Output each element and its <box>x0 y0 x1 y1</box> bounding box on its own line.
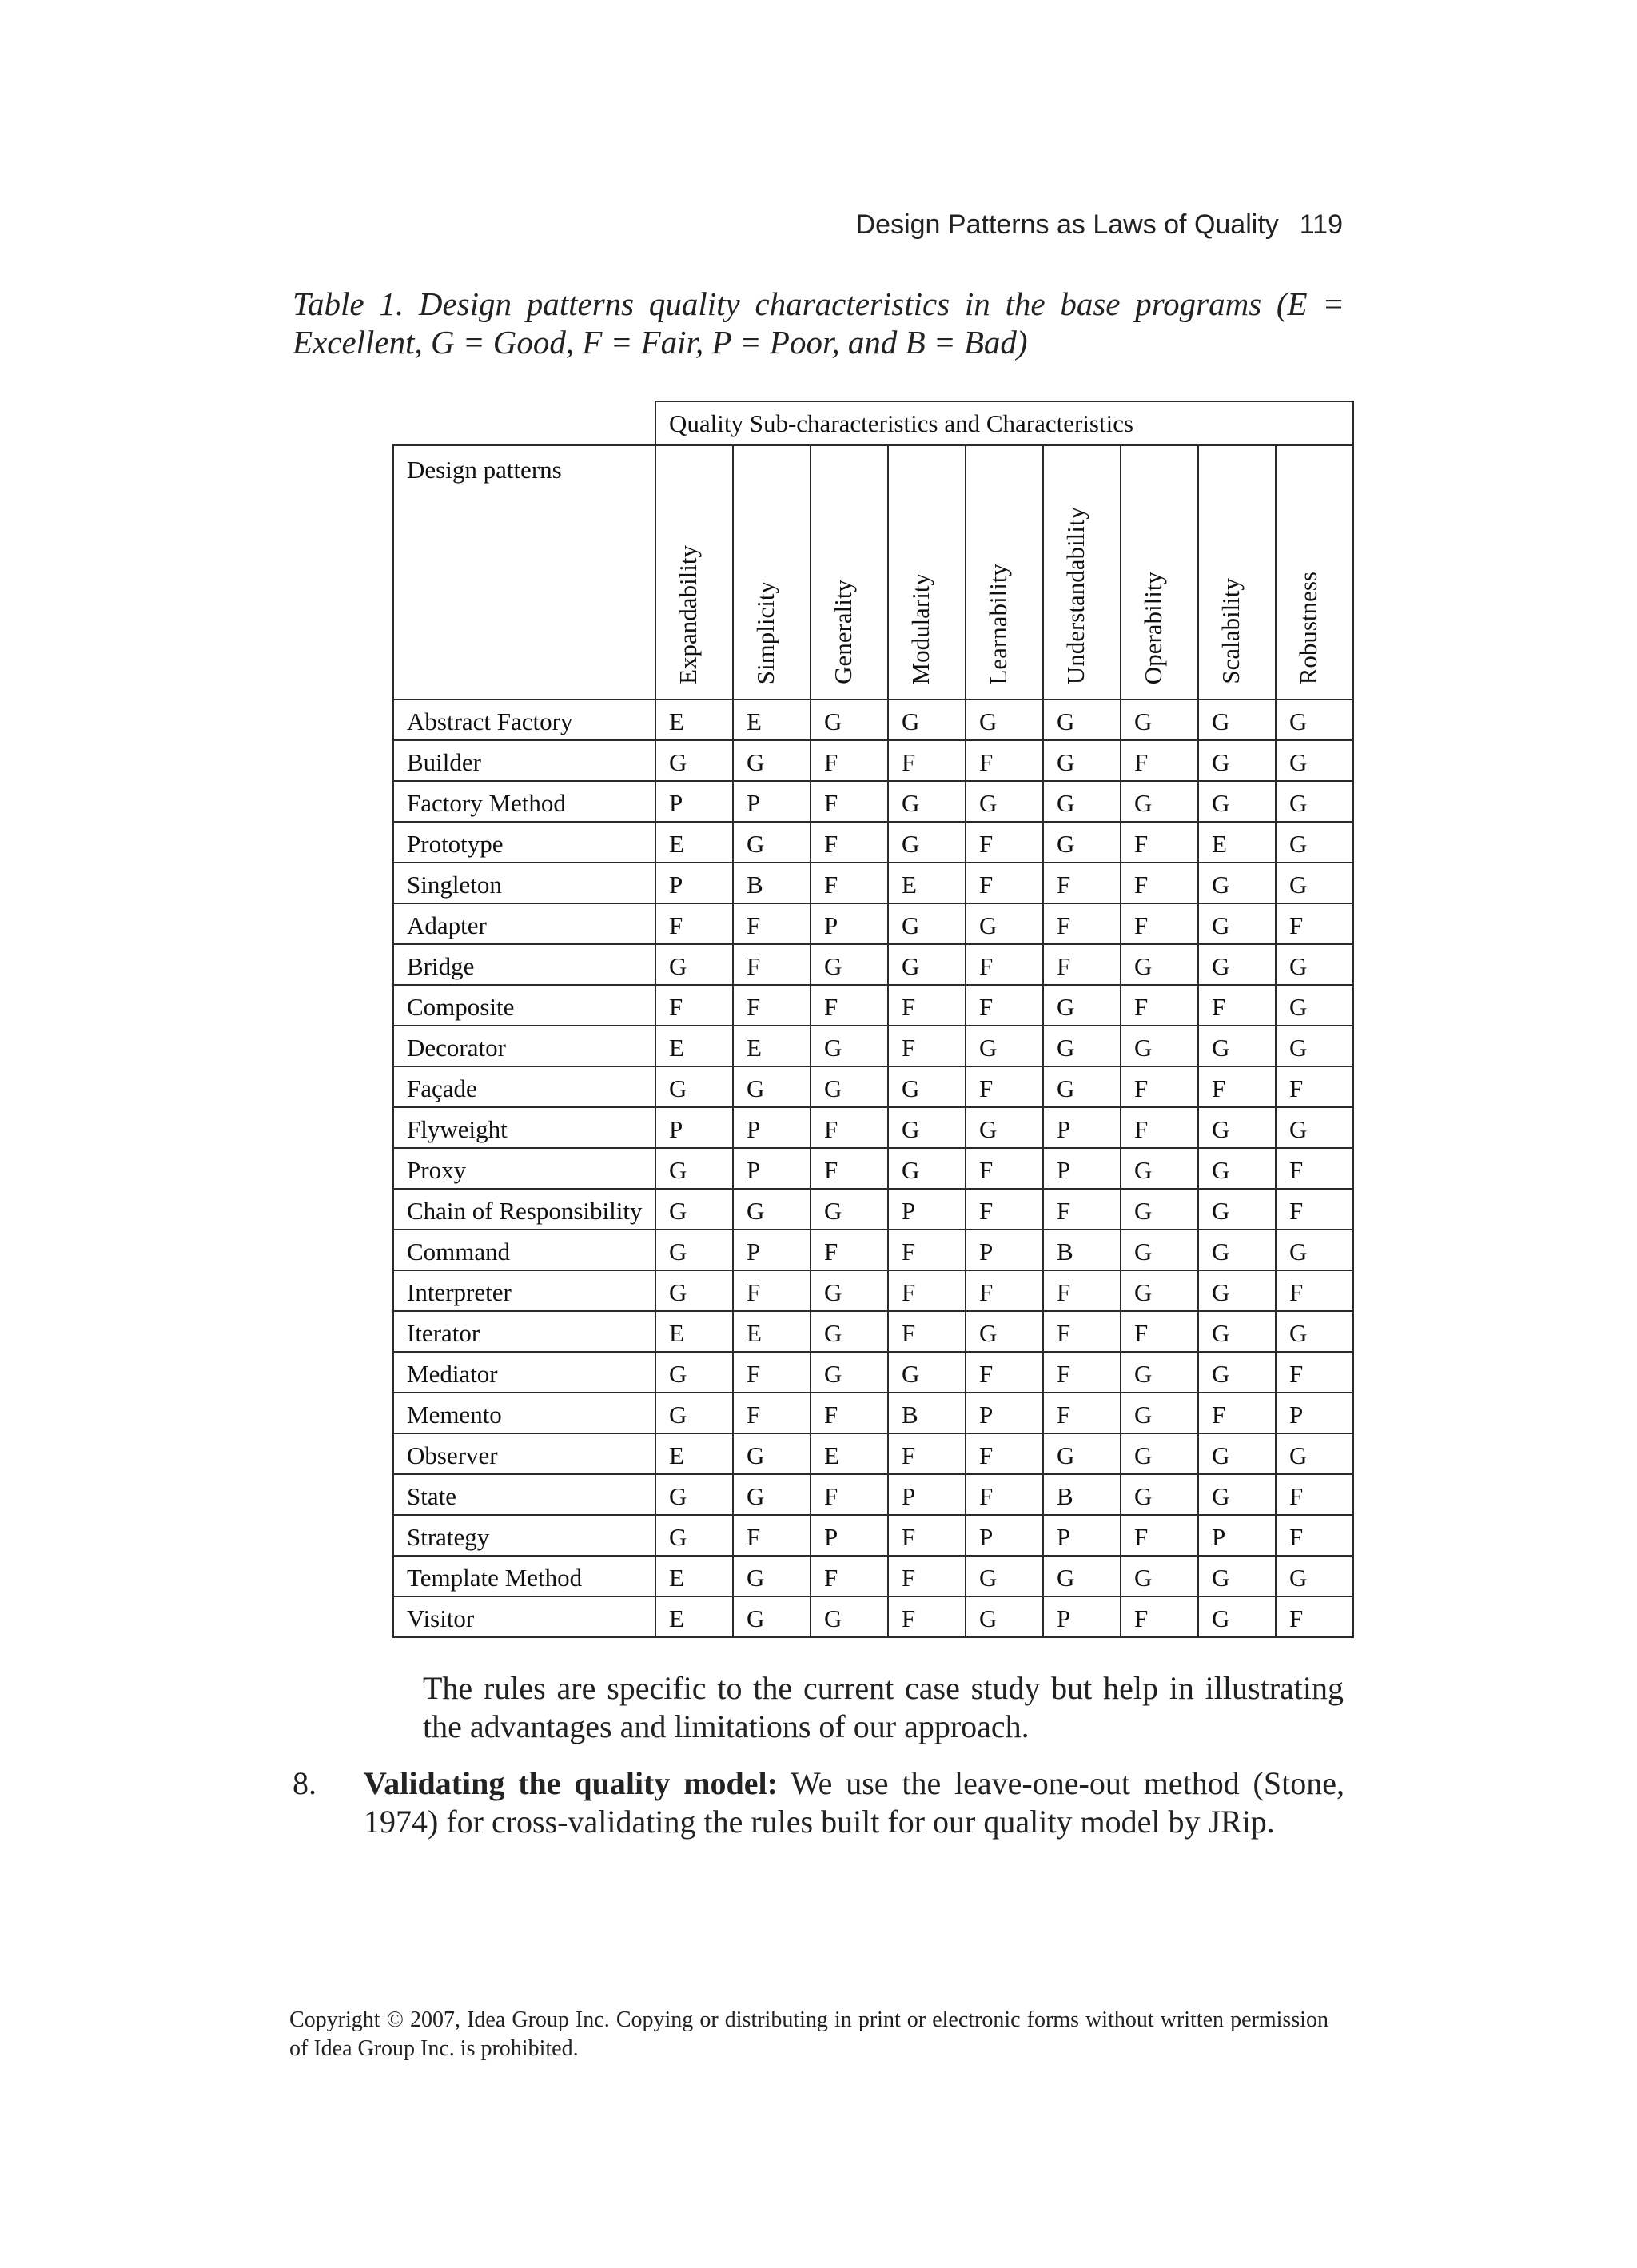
table-row <box>393 985 1353 1026</box>
rating-cell: G <box>733 1189 811 1230</box>
column-header-label: Robustness <box>1294 571 1322 684</box>
pattern-name: Memento <box>393 1393 655 1433</box>
rating-cell: G <box>811 1026 888 1066</box>
rating-cell: E <box>655 1433 733 1474</box>
rating-cell: F <box>1121 822 1198 863</box>
rating-cell: G <box>1198 1433 1276 1474</box>
rating-cell: G <box>811 1311 888 1352</box>
rating-cell: G <box>1121 1270 1198 1311</box>
rating-cell: G <box>1276 944 1353 985</box>
rating-cell: F <box>966 944 1043 985</box>
numbered-item <box>293 1764 1344 1841</box>
rating-cell: G <box>966 1556 1043 1596</box>
rating-cell: G <box>1198 781 1276 822</box>
rating-cell: G <box>1198 740 1276 781</box>
rating-cell: F <box>655 903 733 944</box>
rating-cell: F <box>1121 903 1198 944</box>
rating-cell: F <box>1276 1148 1353 1189</box>
pattern-name: Abstract Factory <box>393 700 655 740</box>
rating-cell: F <box>811 1107 888 1148</box>
rating-cell: G <box>811 1270 888 1311</box>
table-row <box>393 1189 1353 1230</box>
rating-cell: F <box>811 1474 888 1515</box>
rating-cell: G <box>1121 1393 1198 1433</box>
rating-cell: G <box>1121 781 1198 822</box>
rating-cell: F <box>1043 1352 1121 1393</box>
rating-cell: G <box>1121 1556 1198 1596</box>
rating-cell: G <box>1121 1474 1198 1515</box>
rating-cell: G <box>1276 822 1353 863</box>
rating-cell: F <box>1043 1189 1121 1230</box>
page-number: 119 <box>1299 209 1343 240</box>
rating-cell: G <box>655 1352 733 1393</box>
pattern-name: State <box>393 1474 655 1515</box>
rating-cell: E <box>733 700 811 740</box>
pattern-name: Composite <box>393 985 655 1026</box>
column-header <box>1198 445 1276 700</box>
table-row <box>393 822 1353 863</box>
table-row <box>393 1596 1353 1637</box>
rating-cell: G <box>1043 985 1121 1026</box>
rating-cell: G <box>1198 1148 1276 1189</box>
rating-cell: G <box>1276 1107 1353 1148</box>
rating-cell: F <box>966 1433 1043 1474</box>
pattern-name: Prototype <box>393 822 655 863</box>
rating-cell: F <box>888 1311 966 1352</box>
rating-cell: P <box>888 1474 966 1515</box>
rating-cell: F <box>811 1393 888 1433</box>
pattern-name: Chain of Responsibility <box>393 1189 655 1230</box>
rating-cell: F <box>733 944 811 985</box>
rating-cell: G <box>966 700 1043 740</box>
rating-cell: G <box>1121 700 1198 740</box>
rating-cell: F <box>733 1352 811 1393</box>
column-header-label: Simplicity <box>751 580 779 684</box>
rating-cell: F <box>811 740 888 781</box>
rating-cell: F <box>1198 985 1276 1026</box>
rating-cell: P <box>966 1515 1043 1556</box>
table-row <box>393 1066 1353 1107</box>
rating-cell: E <box>655 822 733 863</box>
rating-cell: G <box>655 1230 733 1270</box>
rating-cell: G <box>1198 1270 1276 1311</box>
rating-cell: F <box>888 985 966 1026</box>
pattern-name: Factory Method <box>393 781 655 822</box>
rating-cell: G <box>1276 1556 1353 1596</box>
rating-cell: F <box>1121 1107 1198 1148</box>
rating-cell: G <box>733 822 811 863</box>
rating-cell: G <box>1276 781 1353 822</box>
column-header <box>888 445 966 700</box>
rating-cell: P <box>966 1230 1043 1270</box>
table-row <box>393 1352 1353 1393</box>
rating-cell: F <box>966 1352 1043 1393</box>
column-header-label: Modularity <box>906 572 934 684</box>
rating-cell: G <box>655 1148 733 1189</box>
column-header-label: Understandability <box>1061 506 1089 684</box>
pattern-name: Proxy <box>393 1148 655 1189</box>
rating-cell: G <box>1043 1556 1121 1596</box>
copyright-notice: Copyright © 2007, Idea Group Inc. Copying or distributing in print or electronic forms without written permission of Idea Group Inc. is prohibited. <box>289 2007 1328 2061</box>
pattern-name: Template Method <box>393 1556 655 1596</box>
pattern-name: Façade <box>393 1066 655 1107</box>
rating-cell: G <box>1043 1026 1121 1066</box>
rating-cell: F <box>966 1474 1043 1515</box>
column-header <box>1276 445 1353 700</box>
rating-cell: F <box>966 1148 1043 1189</box>
rating-cell: G <box>1043 1066 1121 1107</box>
rating-cell: G <box>1121 1189 1198 1230</box>
rating-cell: G <box>1276 863 1353 903</box>
rating-cell: B <box>888 1393 966 1433</box>
rating-cell: G <box>1198 903 1276 944</box>
rating-cell: F <box>888 1026 966 1066</box>
table-row <box>393 1393 1353 1433</box>
rating-cell: G <box>1121 1352 1198 1393</box>
rating-cell: F <box>1121 1515 1198 1556</box>
pattern-name: Observer <box>393 1433 655 1474</box>
rating-cell: G <box>811 1596 888 1637</box>
rating-cell: F <box>733 1393 811 1433</box>
column-header <box>733 445 811 700</box>
pattern-name: Adapter <box>393 903 655 944</box>
rating-cell: F <box>811 781 888 822</box>
rating-cell: G <box>1276 1026 1353 1066</box>
rating-cell: F <box>733 903 811 944</box>
rating-cell: E <box>888 863 966 903</box>
pattern-name: Mediator <box>393 1352 655 1393</box>
rating-cell: F <box>888 740 966 781</box>
rating-cell: B <box>1043 1230 1121 1270</box>
rating-cell: F <box>1276 1352 1353 1393</box>
item-body <box>364 1764 1344 1841</box>
rating-cell: G <box>733 1066 811 1107</box>
rating-cell: F <box>811 985 888 1026</box>
rating-cell: G <box>1043 822 1121 863</box>
rating-cell: G <box>888 781 966 822</box>
table-row <box>393 1230 1353 1270</box>
rating-cell: F <box>1043 1270 1121 1311</box>
pattern-name: Command <box>393 1230 655 1270</box>
rating-cell: F <box>811 1230 888 1270</box>
column-header <box>1121 445 1198 700</box>
rating-cell: F <box>966 740 1043 781</box>
rating-cell: F <box>1121 1311 1198 1352</box>
rating-cell: P <box>733 1230 811 1270</box>
column-header-label: Learnability <box>984 563 1012 684</box>
group-header: Quality Sub-characteristics and Characteristics <box>655 401 1353 445</box>
table-row <box>393 781 1353 822</box>
rating-cell: G <box>1198 863 1276 903</box>
rating-cell: G <box>1198 1474 1276 1515</box>
pattern-name: Bridge <box>393 944 655 985</box>
rating-cell: G <box>1198 1556 1276 1596</box>
rating-cell: F <box>1121 863 1198 903</box>
quality-table <box>392 401 1354 1638</box>
row-header: Design patterns <box>393 445 655 700</box>
rating-cell: F <box>811 1148 888 1189</box>
table-row <box>393 1026 1353 1066</box>
rating-cell: G <box>888 903 966 944</box>
rating-cell: P <box>655 781 733 822</box>
rating-cell: P <box>1276 1393 1353 1433</box>
rating-cell: G <box>966 1107 1043 1148</box>
rating-cell: F <box>888 1433 966 1474</box>
rating-cell: F <box>888 1515 966 1556</box>
rating-cell: G <box>1276 700 1353 740</box>
rating-cell: G <box>1121 1026 1198 1066</box>
rating-cell: G <box>1198 1352 1276 1393</box>
column-header <box>655 445 733 700</box>
rating-cell: F <box>655 985 733 1026</box>
rating-cell: F <box>966 1066 1043 1107</box>
rating-cell: F <box>1276 1474 1353 1515</box>
rating-cell: G <box>811 700 888 740</box>
rating-cell: E <box>811 1433 888 1474</box>
rating-cell: G <box>655 1515 733 1556</box>
table-row <box>393 1148 1353 1189</box>
rating-cell: F <box>1276 903 1353 944</box>
rating-cell: F <box>1121 1066 1198 1107</box>
rating-cell: F <box>1276 1270 1353 1311</box>
pattern-name: Singleton <box>393 863 655 903</box>
rating-cell: G <box>1043 1433 1121 1474</box>
rating-cell: F <box>1043 903 1121 944</box>
rating-cell: G <box>1276 1230 1353 1270</box>
rating-cell: G <box>1198 1230 1276 1270</box>
table-row <box>393 1474 1353 1515</box>
rating-cell: G <box>966 1026 1043 1066</box>
rating-cell: G <box>888 1352 966 1393</box>
rating-cell: F <box>888 1270 966 1311</box>
rating-cell: G <box>1043 740 1121 781</box>
rating-cell: P <box>888 1189 966 1230</box>
rating-cell: P <box>966 1393 1043 1433</box>
rating-cell: G <box>966 1596 1043 1637</box>
rating-cell: G <box>655 1066 733 1107</box>
table-row <box>393 1311 1353 1352</box>
rating-cell: G <box>733 1596 811 1637</box>
rating-cell: G <box>1198 1026 1276 1066</box>
rating-cell: F <box>1043 863 1121 903</box>
table-row <box>393 1556 1353 1596</box>
rating-cell: P <box>733 781 811 822</box>
rating-cell: F <box>811 1556 888 1596</box>
table-row <box>393 903 1353 944</box>
rating-cell: F <box>888 1556 966 1596</box>
rating-cell: P <box>1043 1107 1121 1148</box>
rating-cell: G <box>733 1556 811 1596</box>
rating-cell: G <box>655 1270 733 1311</box>
running-head <box>856 209 1343 241</box>
rating-cell: B <box>1043 1474 1121 1515</box>
pattern-name: Strategy <box>393 1515 655 1556</box>
rating-cell: G <box>811 1189 888 1230</box>
rating-cell: E <box>655 700 733 740</box>
rating-cell: P <box>733 1107 811 1148</box>
rating-cell: G <box>1043 781 1121 822</box>
rating-cell: G <box>733 1474 811 1515</box>
pattern-name: Visitor <box>393 1596 655 1637</box>
rating-cell: P <box>1043 1515 1121 1556</box>
rating-cell: F <box>1276 1515 1353 1556</box>
rating-cell: P <box>811 1515 888 1556</box>
rating-cell: F <box>1198 1066 1276 1107</box>
table-row <box>393 863 1353 903</box>
rating-cell: P <box>733 1148 811 1189</box>
rating-cell: G <box>1121 1230 1198 1270</box>
rating-cell: F <box>966 1270 1043 1311</box>
table-corner <box>393 401 655 445</box>
rating-cell: G <box>1121 1148 1198 1189</box>
rating-cell: F <box>811 822 888 863</box>
column-header-label: Scalability <box>1217 578 1245 684</box>
rating-cell: G <box>1276 1311 1353 1352</box>
rating-cell: G <box>888 1107 966 1148</box>
rating-cell: P <box>811 903 888 944</box>
rating-cell: G <box>811 1066 888 1107</box>
rating-cell: G <box>1121 1433 1198 1474</box>
table-row <box>393 740 1353 781</box>
rating-cell: G <box>1276 740 1353 781</box>
rating-cell: B <box>733 863 811 903</box>
rating-cell: G <box>655 944 733 985</box>
rating-cell: F <box>966 863 1043 903</box>
rating-cell: G <box>655 1474 733 1515</box>
rating-cell: E <box>733 1026 811 1066</box>
rating-cell: F <box>733 985 811 1026</box>
rating-cell: E <box>655 1596 733 1637</box>
pattern-name: Iterator <box>393 1311 655 1352</box>
pattern-name: Interpreter <box>393 1270 655 1311</box>
rating-cell: G <box>966 1311 1043 1352</box>
rating-cell: G <box>1198 1189 1276 1230</box>
rating-cell: P <box>1043 1596 1121 1637</box>
table-row <box>393 1107 1353 1148</box>
item-text: We use the leave-one-out method (Stone, 1974) for cross-validating the rules built for our quality model by JRip. <box>364 1765 1344 1840</box>
item-number: 8. <box>293 1765 317 1801</box>
rating-cell: G <box>1198 1596 1276 1637</box>
table-row <box>393 944 1353 985</box>
rating-cell: G <box>733 740 811 781</box>
rating-cell: G <box>1121 944 1198 985</box>
rating-cell: F <box>1121 985 1198 1026</box>
rating-cell: G <box>655 1189 733 1230</box>
rating-cell: G <box>733 1433 811 1474</box>
table-row <box>393 1270 1353 1311</box>
rating-cell: G <box>888 944 966 985</box>
table-row <box>393 700 1353 740</box>
rating-cell: F <box>1043 1393 1121 1433</box>
table-row <box>393 1433 1353 1474</box>
rating-cell: F <box>1276 1596 1353 1637</box>
table-row <box>393 1515 1353 1556</box>
rating-cell: G <box>888 700 966 740</box>
rating-cell: G <box>811 1352 888 1393</box>
rating-cell: G <box>1043 700 1121 740</box>
body-paragraph: The rules are specific to the current case study but help in illustrating the advantages and limitations of our approach. <box>423 1670 1344 1744</box>
rating-cell: G <box>1276 1433 1353 1474</box>
column-header-label: Operability <box>1139 571 1167 684</box>
rating-cell: F <box>888 1230 966 1270</box>
rating-cell: F <box>888 1596 966 1637</box>
rating-cell: G <box>655 740 733 781</box>
rating-cell: G <box>811 944 888 985</box>
rating-cell: F <box>966 985 1043 1026</box>
rating-cell: F <box>1121 740 1198 781</box>
pattern-name: Builder <box>393 740 655 781</box>
rating-cell: G <box>1276 985 1353 1026</box>
column-header <box>1043 445 1121 700</box>
table-caption: Table 1. Design patterns quality characteristics in the base programs (E = Excellent, G = Good, F = Fair, P = Poor, and B = Bad) <box>293 285 1344 361</box>
rating-cell: G <box>1198 944 1276 985</box>
rating-cell: F <box>811 863 888 903</box>
rating-cell: E <box>1198 822 1276 863</box>
rating-cell: P <box>1043 1148 1121 1189</box>
rating-cell: F <box>1043 1311 1121 1352</box>
rating-cell: F <box>733 1270 811 1311</box>
rating-cell: F <box>1121 1596 1198 1637</box>
running-title: Design Patterns as Laws of Quality <box>855 209 1279 240</box>
rating-cell: P <box>1198 1515 1276 1556</box>
column-header-label: Generality <box>829 580 857 684</box>
rating-cell: G <box>1198 1311 1276 1352</box>
rating-cell: E <box>655 1311 733 1352</box>
item-heading: Validating the quality model: <box>364 1765 778 1801</box>
rating-cell: F <box>1276 1066 1353 1107</box>
rating-cell: F <box>966 822 1043 863</box>
rating-cell: G <box>966 903 1043 944</box>
pattern-name: Flyweight <box>393 1107 655 1148</box>
rating-cell: F <box>1276 1189 1353 1230</box>
pattern-name: Decorator <box>393 1026 655 1066</box>
rating-cell: E <box>655 1556 733 1596</box>
rating-cell: G <box>1198 700 1276 740</box>
rating-cell: G <box>655 1393 733 1433</box>
rating-cell: E <box>733 1311 811 1352</box>
rating-cell: F <box>1043 944 1121 985</box>
rating-cell: G <box>888 1066 966 1107</box>
rating-cell: G <box>888 1148 966 1189</box>
rating-cell: P <box>655 863 733 903</box>
rating-cell: G <box>966 781 1043 822</box>
rating-cell: F <box>1198 1393 1276 1433</box>
column-header-label: Expandability <box>674 545 702 684</box>
rating-cell: P <box>655 1107 733 1148</box>
column-header <box>811 445 888 700</box>
rating-cell: E <box>655 1026 733 1066</box>
rating-cell: G <box>888 822 966 863</box>
rating-cell: F <box>966 1189 1043 1230</box>
column-header <box>966 445 1043 700</box>
rating-cell: F <box>733 1515 811 1556</box>
rating-cell: G <box>1198 1107 1276 1148</box>
